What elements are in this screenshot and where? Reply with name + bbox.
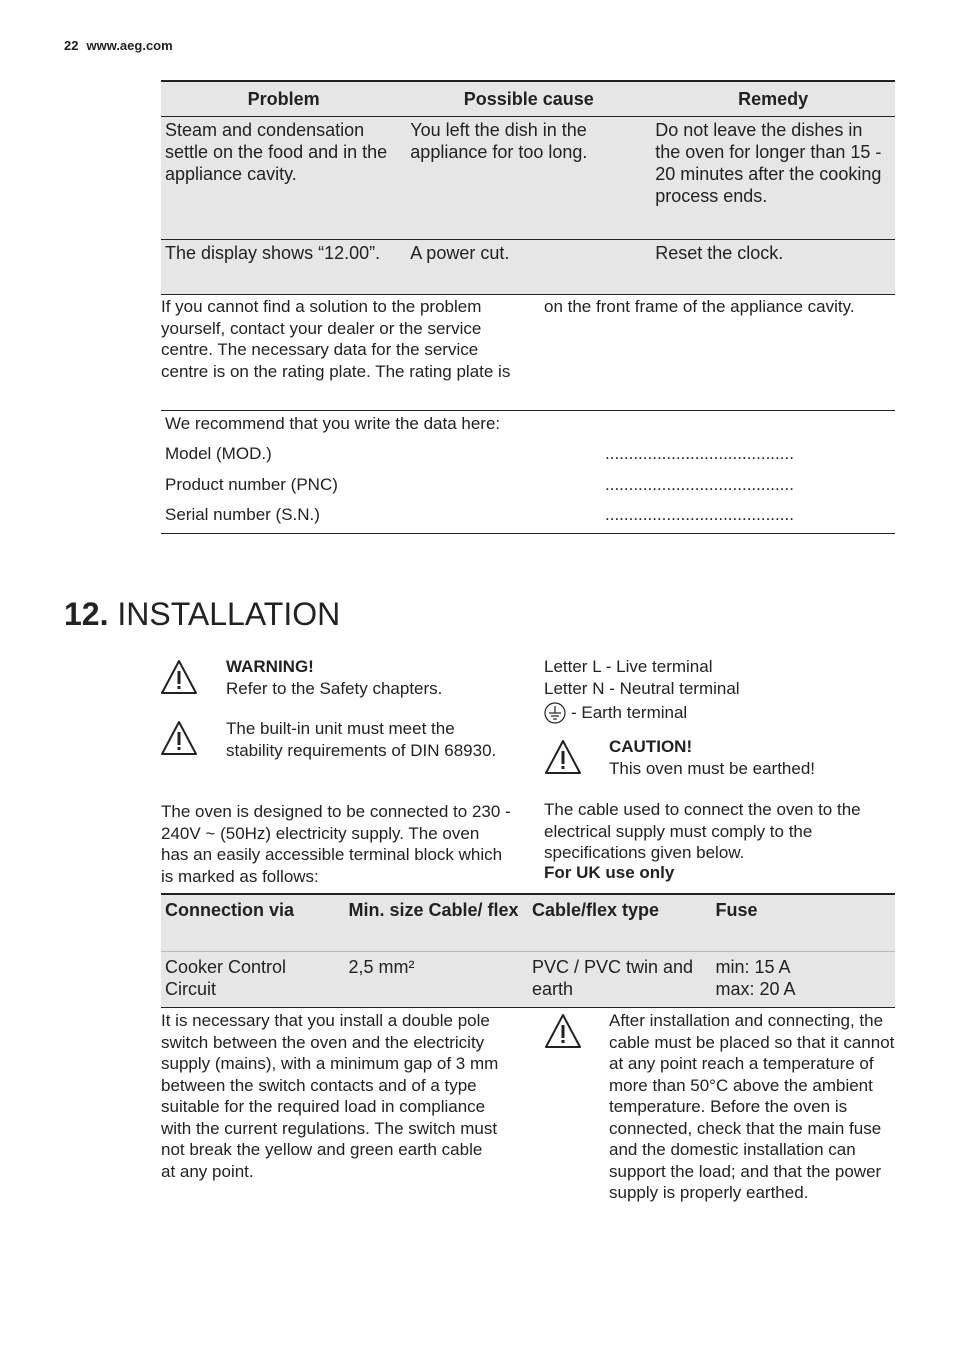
table-cell: You left the dish in the appliance for too long. [406, 117, 651, 240]
warning-icon [544, 1013, 582, 1049]
table-cell: A power cut. [406, 240, 651, 295]
section-heading [64, 596, 340, 633]
column-header: Cable/flex type [528, 894, 712, 952]
warning-icon [544, 739, 582, 775]
caution-text: This oven must be earthed! [609, 759, 816, 778]
warning-text: The built-in unit must meet the stability requirements of DIN 68930. [226, 719, 497, 760]
caution-title: CAUTION! [609, 737, 693, 756]
live-terminal-text: Letter L - Live terminal [544, 657, 713, 676]
data-dots-model: ........................................ [605, 444, 794, 463]
data-dots-serial: ........................................ [605, 505, 794, 524]
column-header: Remedy [651, 81, 895, 117]
table-cell: Do not leave the dishes in the oven for longer than 15 - 20 minutes after the cooking process ends. [651, 117, 895, 240]
warning-icon [160, 659, 198, 695]
section-title: INSTALLATION [117, 596, 341, 632]
neutral-terminal-text: Letter N - Neutral terminal [544, 679, 740, 698]
table-row [161, 117, 895, 240]
table-cell: min: 15 A max: 20 A [712, 952, 896, 1008]
table-cell: The display shows “12.00”. [161, 240, 406, 295]
section-number: 12. [64, 596, 109, 632]
troubleshooting-table [161, 80, 895, 295]
warning-text: After installation and connecting, the cable must be placed so that it cannot at any point reach a temperature of more than 50°C above the ambient temperature. Before the oven is connected, check that the main fuse and the domestic installation can support the load; and that the power supply is properly earthed. [609, 1011, 895, 1202]
table-row [161, 952, 895, 1008]
table-cell: Cooker Control Circuit [161, 952, 345, 1008]
table-cell: PVC / PVC twin and earth [528, 952, 712, 1008]
cable-table [161, 893, 895, 1008]
table-cell: 2,5 mm² [345, 952, 529, 1008]
column-header: Possible cause [406, 81, 651, 117]
table-cell: Reset the clock. [651, 240, 895, 295]
header-url: www.aeg.com [86, 38, 173, 53]
table-cell: Steam and condensation settle on the food and in the appliance cavity. [161, 117, 406, 240]
data-dots-pnc: ........................................ [605, 475, 794, 494]
table-row [161, 240, 895, 295]
data-intro: We recommend that you write the data here: [165, 414, 501, 433]
cable-spec-text: The cable used to connect the oven to the electrical supply must comply to the specifications given below. [544, 800, 861, 862]
uk-only-label: For UK use only [544, 863, 675, 882]
page-number: 22 [64, 38, 79, 53]
service-text-left: If you cannot find a solution to the problem yourself, contact your dealer or the service centre. The necessary data for the service centre is on the rating plate. The rating plate is [161, 297, 511, 381]
data-label-model: Model (MOD.) [165, 444, 272, 463]
warning-title: WARNING! [226, 657, 314, 676]
earth-terminal-text: - Earth terminal [571, 703, 688, 722]
warning-icon [160, 720, 198, 756]
column-header: Problem [161, 81, 406, 117]
column-header: Fuse [712, 894, 896, 952]
oven-connection-text: The oven is designed to be connected to 230 - 240V ~ (50Hz) electricity supply. The oven has an easily accessible terminal block which is marked as follows: [161, 802, 511, 886]
column-header: Min. size Cable/ flex [345, 894, 529, 952]
column-header: Connection via [161, 894, 345, 952]
divider [161, 410, 895, 411]
data-label-serial: Serial number (S.N.) [165, 505, 320, 524]
page-header [64, 38, 173, 53]
switch-text: It is necessary that you install a double pole switch between the oven and the electricity supply (mains), with a minimum gap of 3 mm between the switch contacts and of a type suitable for the required load in compliance with the current regulations. The switch must not break the yellow and green earth cable at any point. [161, 1011, 499, 1181]
earth-icon [544, 702, 566, 724]
data-label-pnc: Product number (PNC) [165, 475, 338, 494]
service-text-right: on the front frame of the appliance cavity. [544, 297, 855, 316]
divider [161, 533, 895, 534]
warning-text: Refer to the Safety chapters. [226, 679, 443, 698]
